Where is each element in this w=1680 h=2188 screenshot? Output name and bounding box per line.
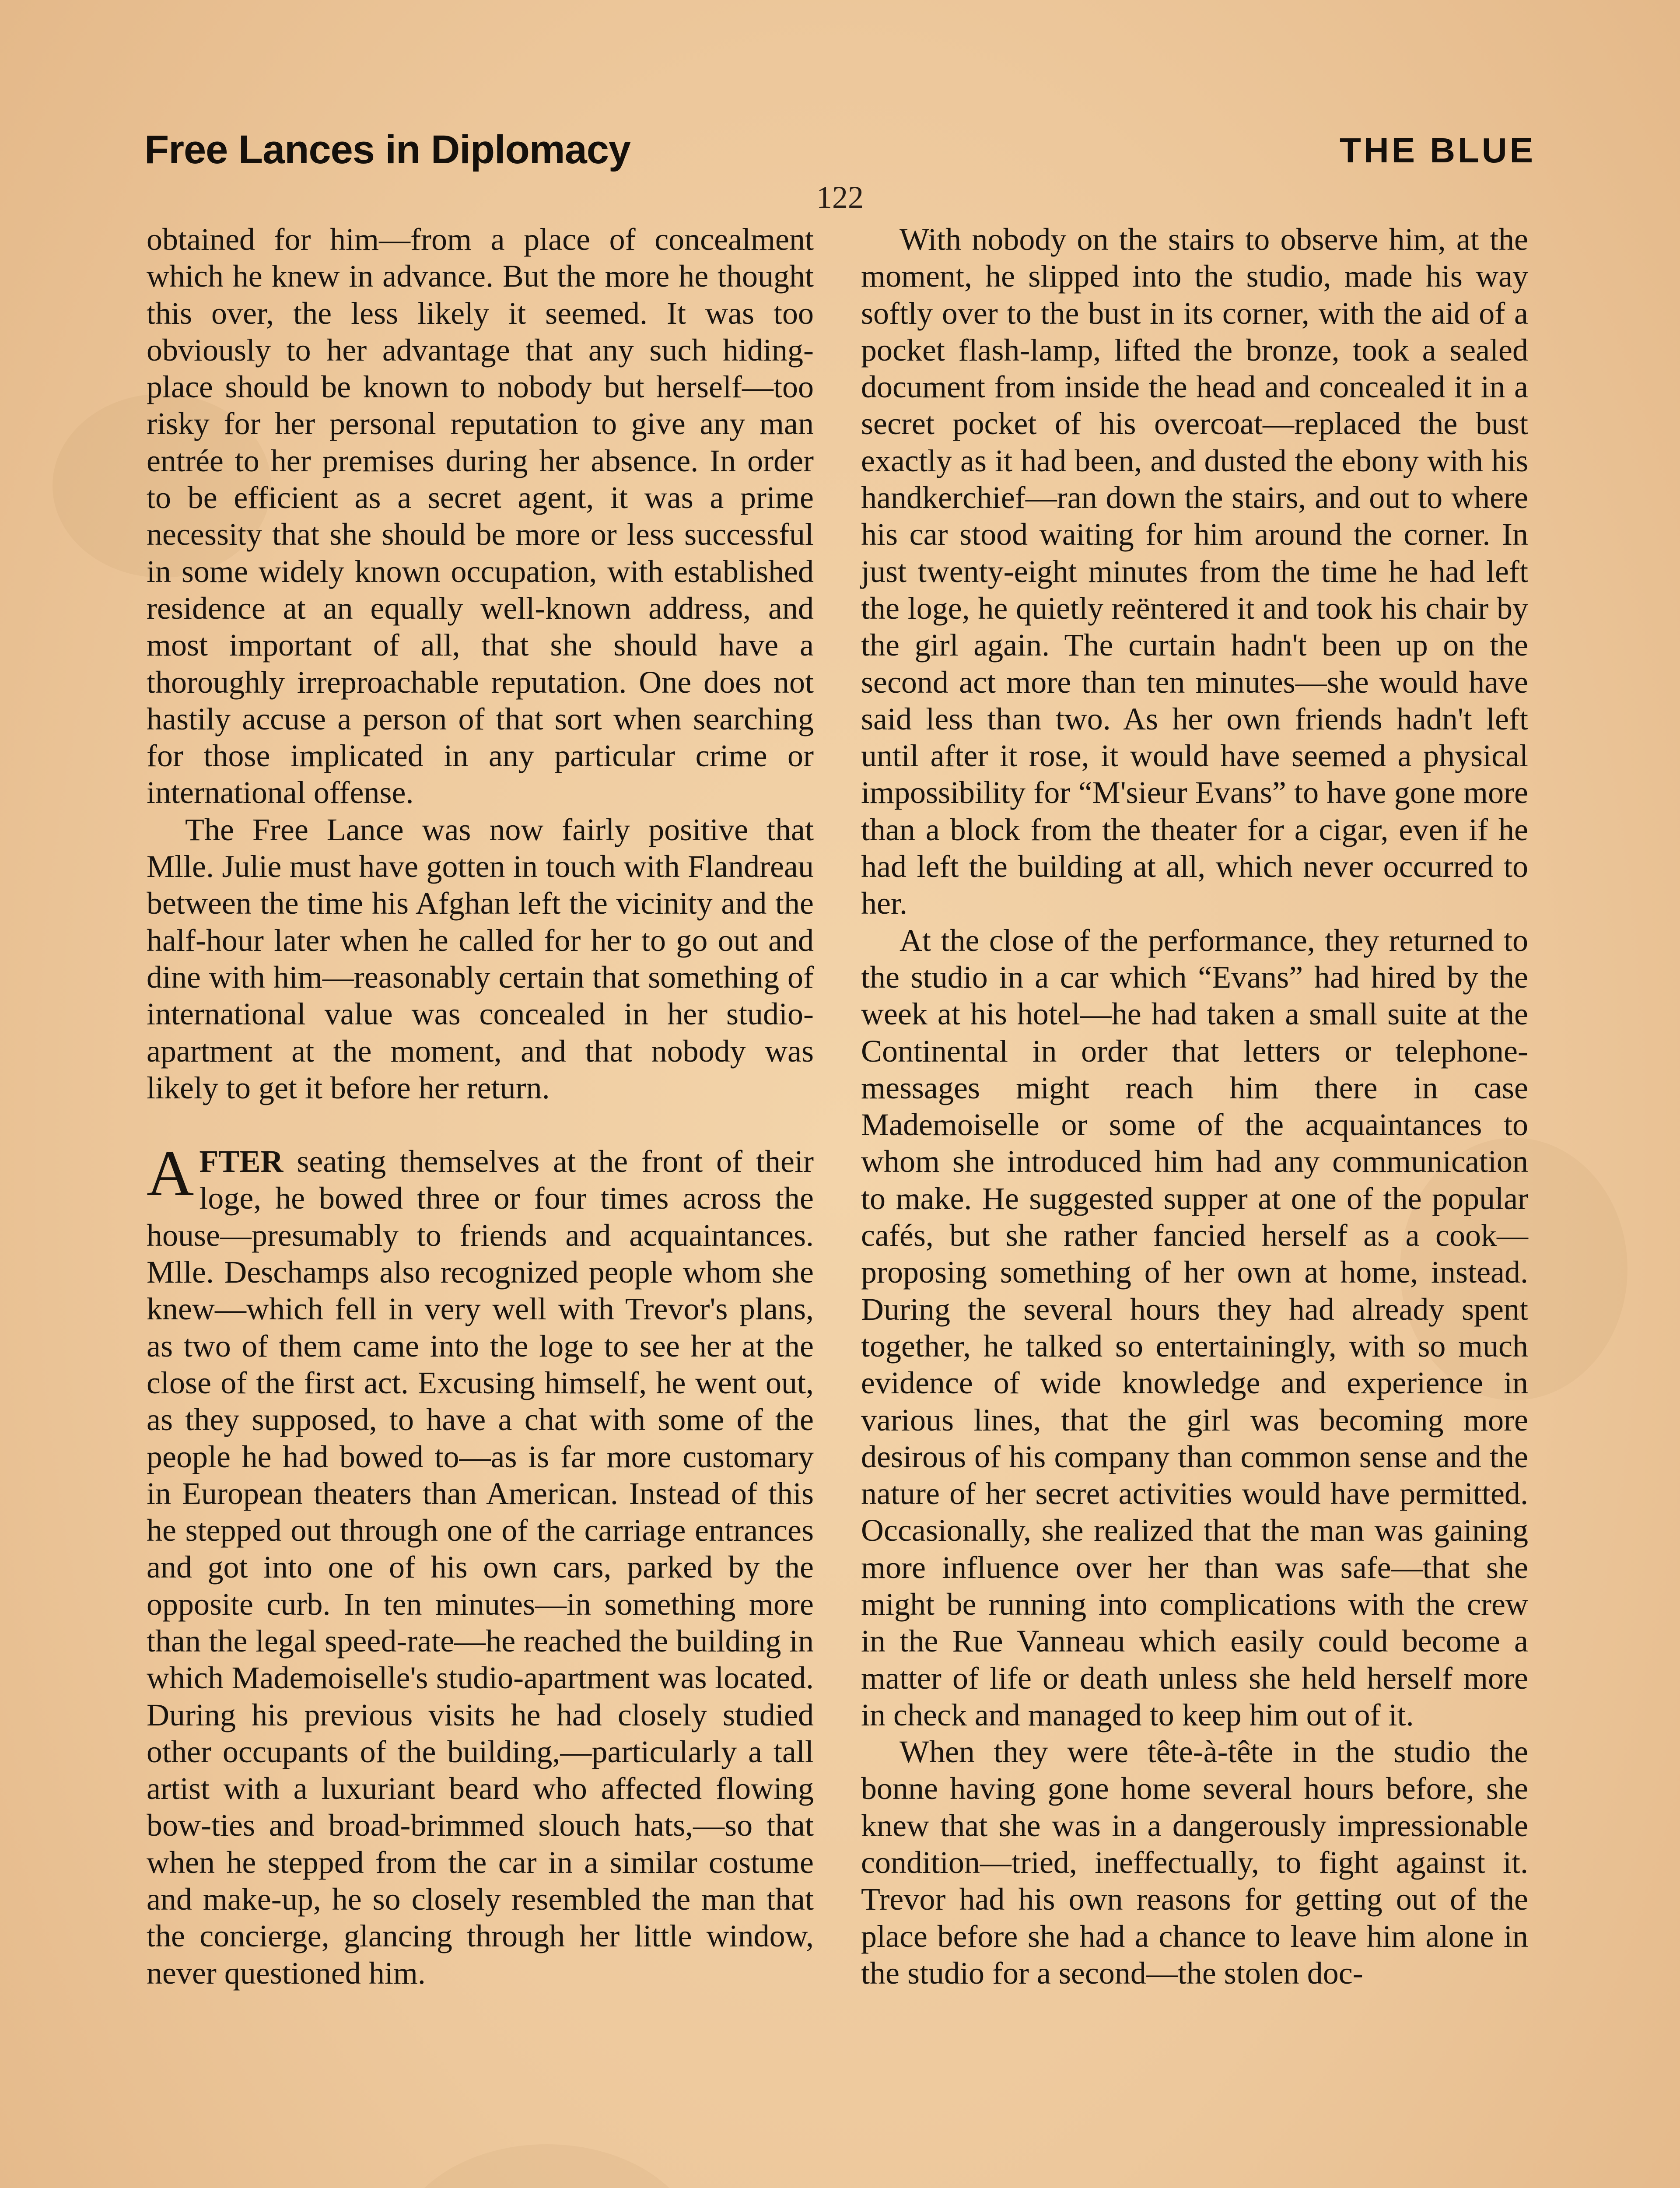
paragraph: When they were tête-à-tête in the studio the bonne having gone home several hours before, she knew that she was in a dangerously impressionable condition—tried, ineffectually, to fight against it. Trevor had his own reasons for getting out of the place before she had a chance to leave him alone in the studio for a second—the stolen doc- — [861, 1734, 1528, 1991]
lead-word: FTER — [199, 1144, 284, 1179]
magazine-title: THE BLUE — [1340, 131, 1536, 170]
left-column — [147, 221, 814, 2188]
story-title: Free Lances in Diplomacy — [144, 127, 631, 172]
paragraph: obtained for him—from a place of concealment which he knew in advance. But the more he thought this over, the less likely it seemed. It was too obviously to her advantage that any such hiding-place should be known to nobody but herself—too risky for her personal reputation to give any man entrée to her premises during her absence. In order to be efficient as a secret agent, it was a prime necessity that she should be more or less successful in some widely known occupation, with established residence at an equally well-known address, and most important of all, that she should have a thoroughly irreproachable reputation. One does not hastily accuse a person of that sort when searching for those implicated in any particular crime or international offense. — [147, 222, 814, 810]
paragraph: With nobody on the stairs to observe him, at the moment, he slipped into the studio, made his way softly over to the bust in its corner, with the aid of a pocket flash-lamp, lifted the bronze, took a sealed document from inside the head and concealed it in a secret pocket of his overcoat—replaced the bust exactly as it had been, and dusted the ebony with his handkerchief—ran down the stairs, and out to where his car stood waiting for him around the corner. In just twenty-eight minutes from the time he had left the loge, he quietly reëntered it and took his chair by the girl again. The curtain hadn't been up on the second act more than ten minutes—she would have said less than two. As her own friends hadn't left until after it rose, it would have seemed a physical impossibility for “M'sieur Evans” to have gone more than a block from the theater for a cigar, even if he had left the building at all, which never occurred to her. — [861, 222, 1528, 921]
paragraph: At the close of the performance, they returned to the studio in a car which “Evans” had hired by the week at his hotel—he had taken a small suite at the Continental in order that letters or telephone-messages might reach him there in case Mademoiselle or some of the acquaintances to whom she introduced him had any communication to make. He suggested supper at one of the popular cafés, but she rather fancied herself as a cook—proposing something of her own at home, instead. During the several hours they had already spent together, he talked so entertainingly, with so much evidence of wide knowledge and experience in various lines, that the girl was becoming more desirous of his company than common sense and the nature of her secret activities would have permitted. Occasionally, she realized that the man was gaining more influence over her than was safe—that she might be running into complications with the crew in the Rue Vanneau which easily could become a matter of life or death unless she held herself more in check and managed to keep him out of it. — [861, 922, 1528, 1732]
paragraph-text: seating themselves at the front of their loge, he bowed three or four times across the house—presumably to friends and acquaintances. Mlle. Deschamps also recognized people whom she knew—which fell in very well with Trevor's plans, as two of them came into the loge to see her at the close of the first act. Excusing himself, he went out, as they supposed, to have a chat with some of the people he had bowed to—as is far more customary in European theaters than American. Instead of this he stepped out through one of the carriage entrances and got into one of his own cars, parked by the opposite curb. In ten minutes—in something more than the legal speed-rate—he reached the building in which Mademoiselle's studio-apartment was located. During his previous visits he had closely studied other occupants of the building,—particularly a tall artist with a luxuriant beard who affected flowing bow-ties and broad-brimmed slouch hats,—so that when he stepped from the car in a similar costume and make-up, he so closely resembled the man that the concierge, glancing through her little window, never questioned him. — [147, 1144, 814, 1991]
drop-cap: A — [147, 1137, 194, 1210]
paragraph-dropcap — [147, 1137, 814, 1992]
section-break — [147, 1106, 814, 1143]
right-column — [861, 221, 1528, 2188]
page-number: 122 — [816, 180, 864, 215]
paragraph: The Free Lance was now fairly positive that Mlle. Julie must have gotten in touch with Flandreau between the time his Afghan left the vicinity and the half-hour later when he called for her to go out and dine with him—reasonably certain that something of international value was concealed in her studio-apartment at the moment, and that nobody was likely to get it before her return. — [147, 812, 814, 1105]
